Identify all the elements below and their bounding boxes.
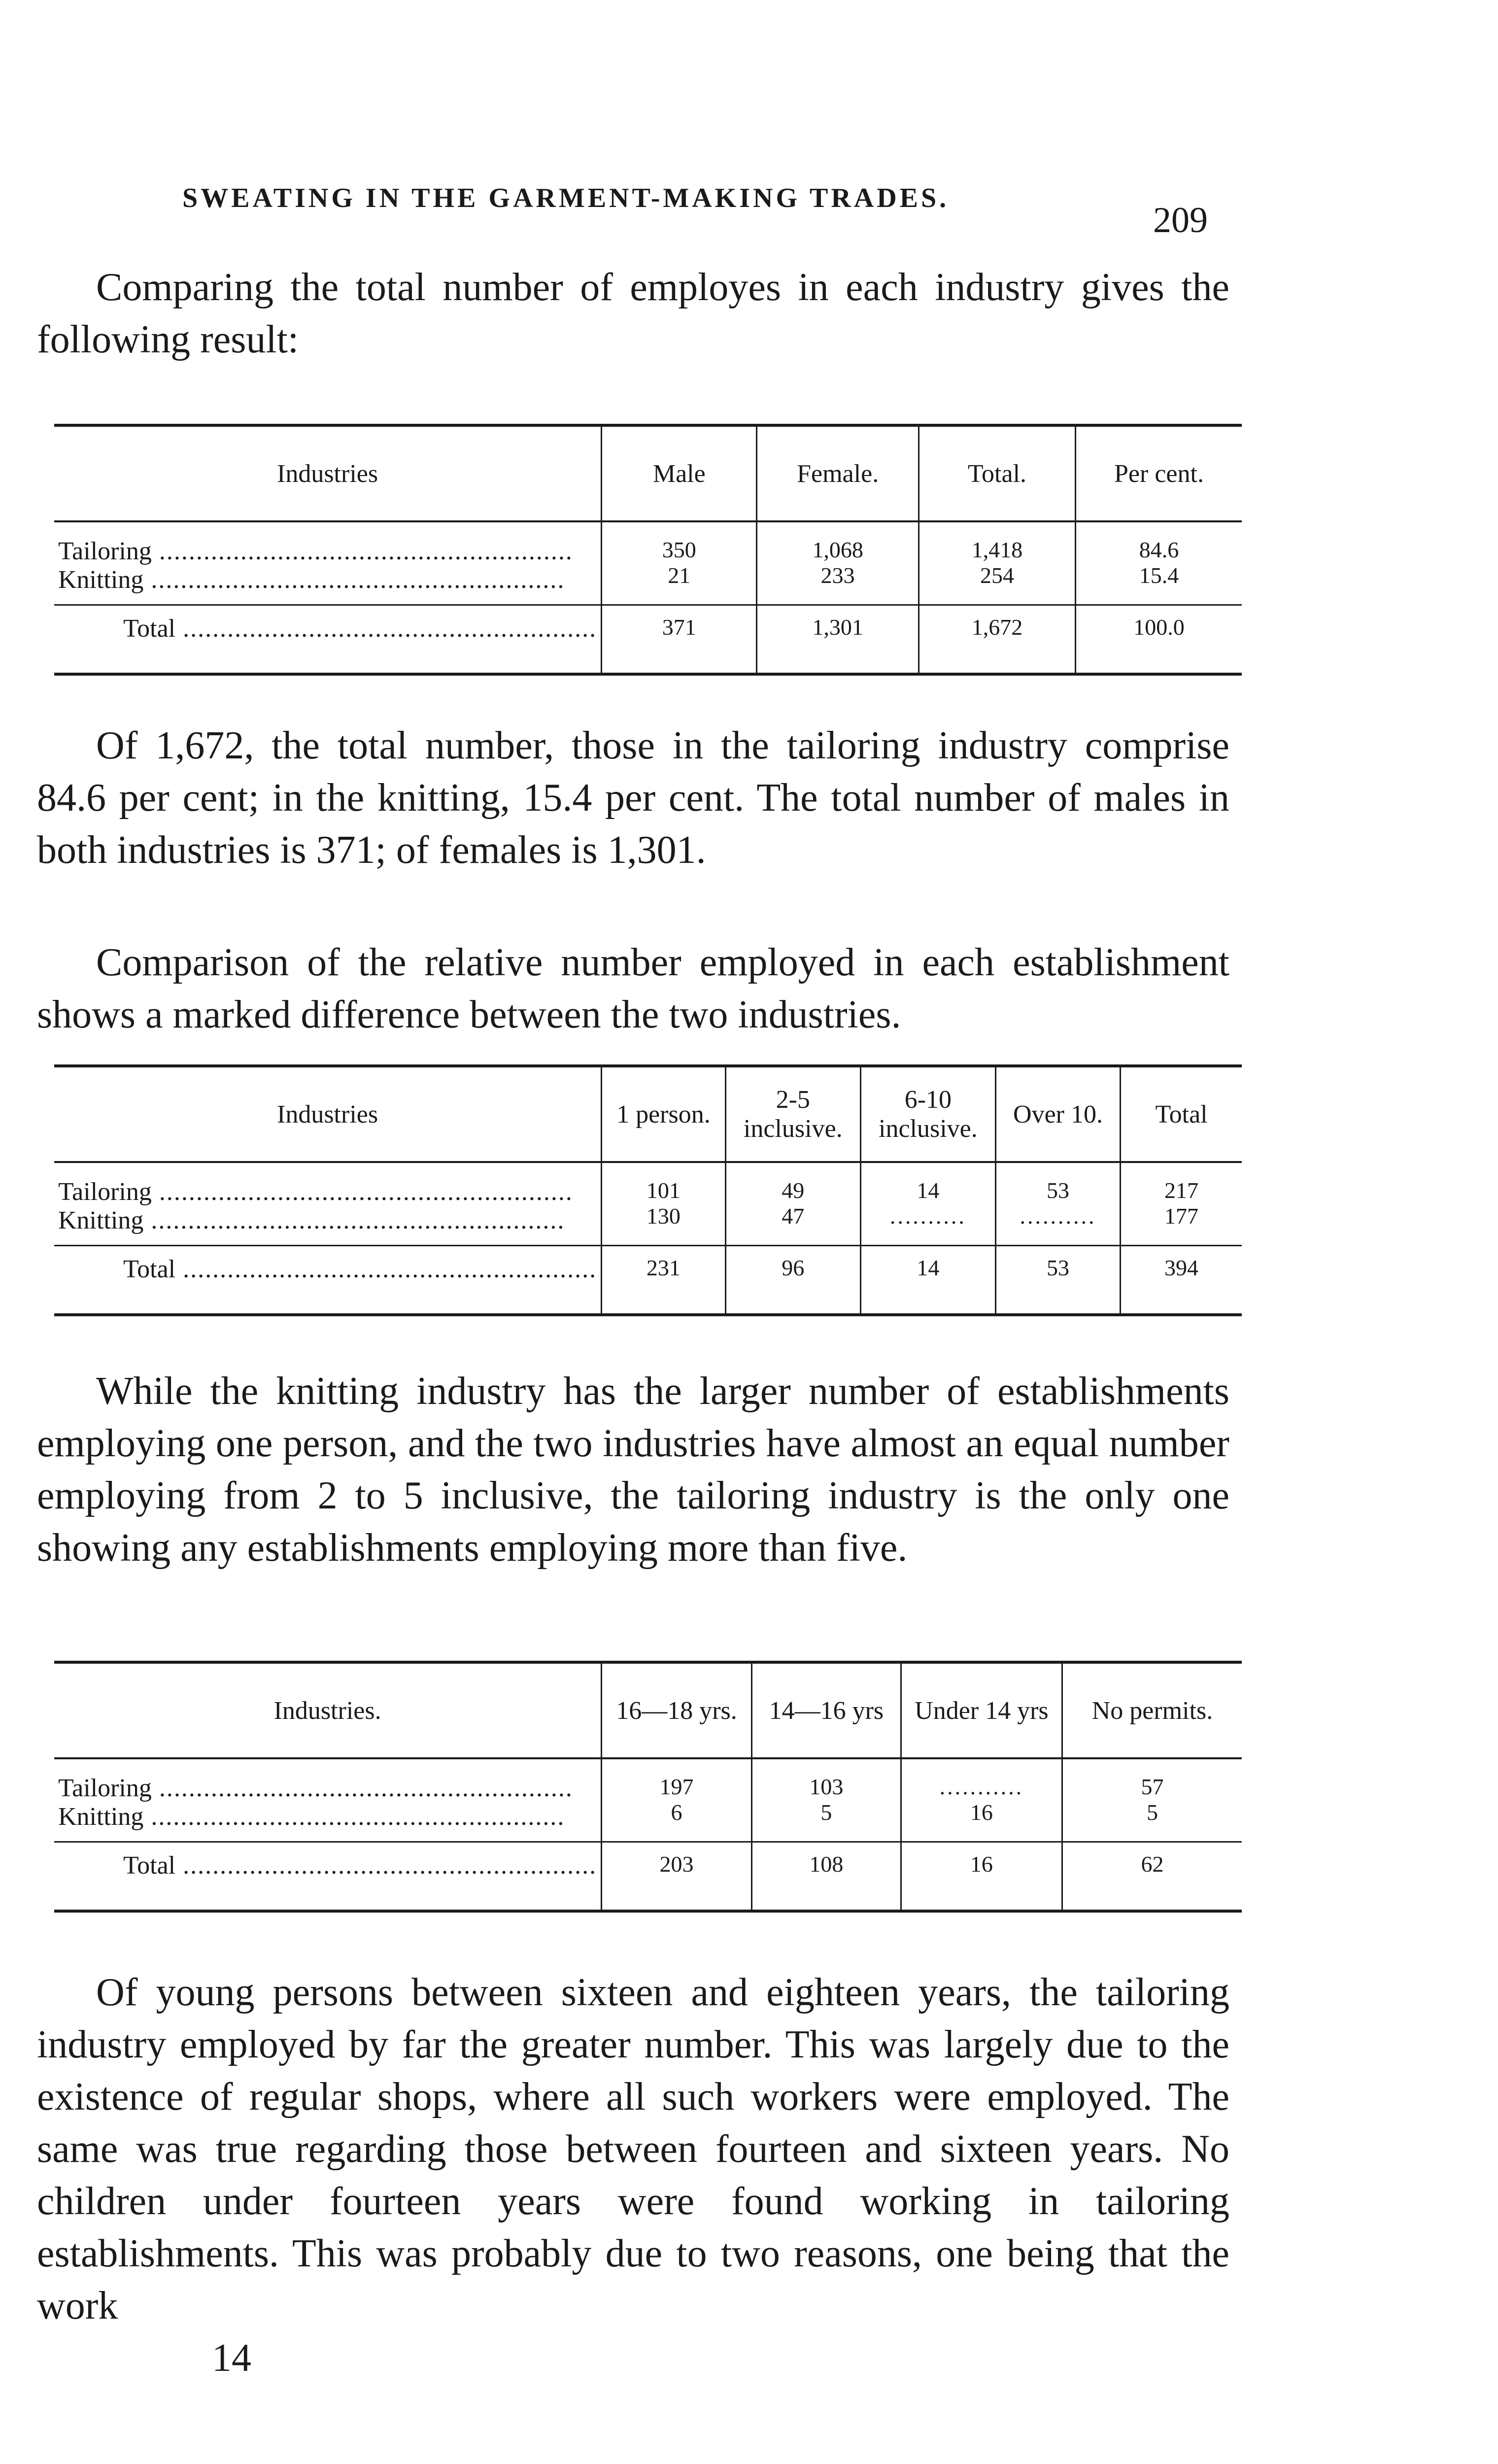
paragraph-4: While the knitting industry has the larger number of establishments employing one person, and the two industries have almost an equal number employing from 2 to 5 inclusive, the tailoring industry is the only one showing any establishments employing more than five. [37, 1369, 1229, 1570]
column-header: Under 14 yrs [901, 1662, 1062, 1758]
table-row: Tailoring ..... Knitting ..... 197 6 103 5 ........... 16 57 5 [54, 1758, 1242, 1842]
column-header: Industries. [54, 1662, 602, 1758]
column-header: Total [1121, 1066, 1242, 1162]
column-header: Male [602, 425, 757, 521]
column-header: Per cent. [1075, 425, 1242, 521]
column-header: Female. [757, 425, 919, 521]
column-header: Over 10. [995, 1066, 1120, 1162]
table-row: Tailoring ..... Knitting ..... 101 130 49 47 14 .......... 53 .......... 217 177 [54, 1162, 1242, 1246]
page-number: 209 [1153, 200, 1208, 240]
column-header: Industries [54, 425, 602, 521]
employees-table [54, 424, 1242, 676]
signature-mark: 14 [212, 2336, 251, 2380]
table-row [54, 521, 1242, 605]
paragraph-5: Of young persons between sixteen and eighteen years, the tailoring industry employed by far the greater number. This was largely due to the existence of regular shops, where all such workers were employed. The same was true regarding those between fourteen and sixteen years. No children under fourteen years were found working in tailoring establishments. This was probably due to two reasons, one being that the work [37, 1971, 1229, 2327]
paragraph-1: Comparing the total number of employes in each industry gives the following result: [37, 266, 1229, 361]
paragraph-2: Of 1,672, the total number, those in the tailoring industry comprise 84.6 per cent; in the knitting, 15.4 per cent. The total number of males in both industries is 371; of females is 1,301. [37, 724, 1229, 872]
male-values: 350 21 [602, 521, 757, 605]
table-total-row: Total ..... 371 1,301 1,672 100.0 [54, 605, 1242, 675]
table-header-row [54, 1066, 1242, 1162]
column-header: 2-5 inclusive. [725, 1066, 860, 1162]
column-header: Industries [54, 1066, 602, 1162]
column-header: 6-10 inclusive. [860, 1066, 995, 1162]
female-values: 1,068 233 [757, 521, 919, 605]
table-header-row [54, 1662, 1242, 1758]
column-header: No permits. [1062, 1662, 1242, 1758]
establishments-table [54, 1064, 1242, 1316]
total-values: 1,418 254 [919, 521, 1075, 605]
column-header: 14—16 yrs [751, 1662, 901, 1758]
column-header: Total. [919, 425, 1075, 521]
table-total-row: Total ..... 231 96 14 53 394 [54, 1246, 1242, 1315]
industry-names: Tailoring ..... Knitting ..... [54, 1162, 602, 1246]
industry-names: Tailoring ..... Knitting ..... [54, 521, 602, 605]
column-header: 1 person. [602, 1066, 726, 1162]
table-total-row: Total ..... 203 108 16 62 [54, 1842, 1242, 1912]
running-title: SWEATING IN THE GARMENT-MAKING TRADES. [182, 183, 950, 213]
industry-names: Tailoring ..... Knitting ..... [54, 1758, 602, 1842]
paragraph-3: Comparison of the relative number employed in each establishment shows a marked difference between the two industries. [37, 941, 1229, 1036]
table-header-row [54, 425, 1242, 521]
ages-table [54, 1661, 1242, 1913]
column-header: 16—18 yrs. [602, 1662, 752, 1758]
percent-values: 84.6 15.4 [1075, 521, 1242, 605]
